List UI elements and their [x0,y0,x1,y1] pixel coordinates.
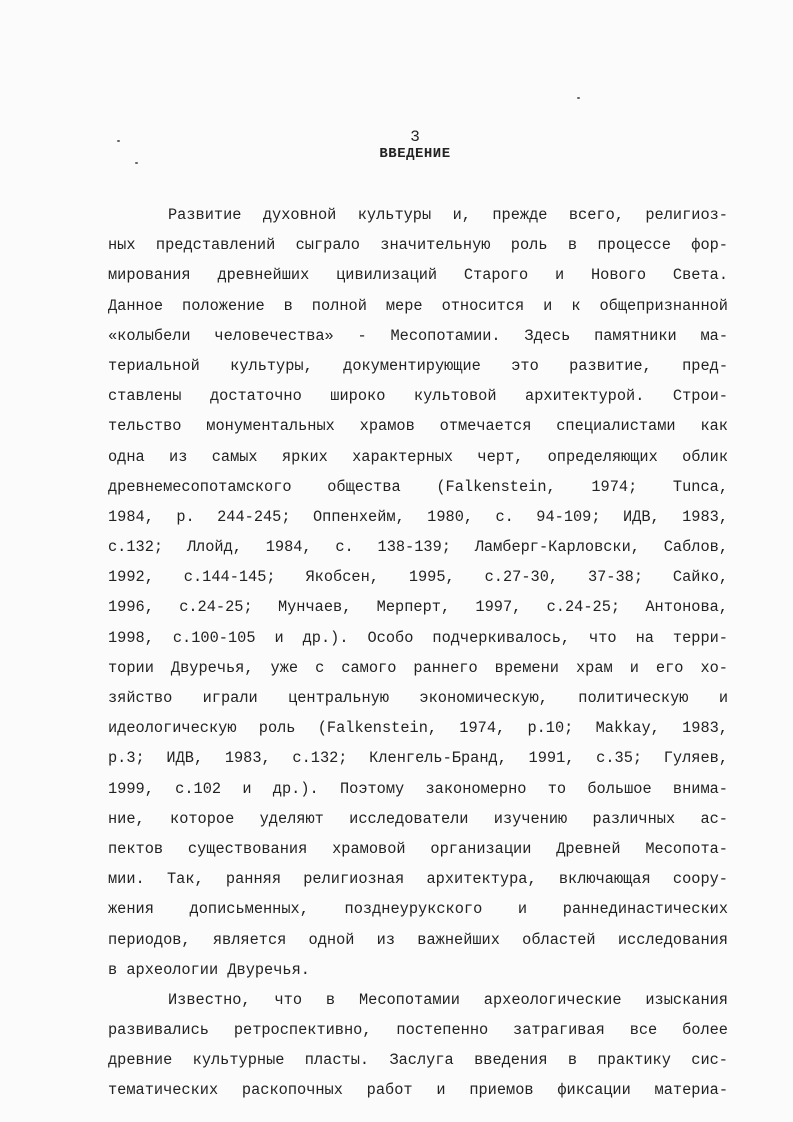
paragraph-line: Данное положение в полной мере относится и к общепризнанной [108,296,728,315]
paragraph-line: с.132; Ллойд, 1984, с. 138-139; Ламберг-Карловски, Саблов, [108,538,728,557]
paragraph-line: териальной культуры, документирующие это развитие, пред- [108,356,728,375]
paragraph-line: древнемесопотамского общества (Falkenstein, 1974; Tunca, [108,477,728,496]
paragraph-line: 1999, с.102 и др.). Поэтому закономерно то большое внима- [108,779,728,798]
paragraph-line: тематических раскопочных работ и приемов фиксации материа- [108,1081,728,1100]
paragraph-line: идеологическую роль (Falkenstein, 1974, p.10; Makkay, 1983, [108,719,728,738]
paragraph-line: p.3; ИДВ, 1983, с.132; Кленгель-Бранд, 1991, с.35; Гуляев, [108,749,728,768]
paragraph-line: зяйство играли центральную экономическую, политическую и [108,689,728,707]
paragraph-line: 1992, с.144-145; Якобсен, 1995, с.27-30, 37-38; Сайко, [108,568,728,587]
paragraph-line: жения дописьменных, позднеурукского и раннединастических [108,900,728,919]
paragraph-line: 1996, с.24-25; Мунчаев, Мерперт, 1997, с.24-25; Антонова, [108,598,728,617]
paragraph-line: тории Двуречья, уже с самого раннего времени храм и его хо- [108,658,728,677]
paragraph-line: древние культурные пласты. Заслуга введения в практику сис- [108,1051,728,1070]
paragraph-line: одна из самых ярких характерных черт, определяющих облик [108,447,728,466]
paragraph-line: ние, которое уделяют исследователи изучению различных ас- [108,809,728,828]
body-text [108,200,728,1106]
paragraph-line: тельство монументальных храмов отмечается специалистами как [108,417,728,436]
scan-speck [135,162,138,164]
paragraph-line: 1998, с.100-105 и др.). Особо подчеркивалось, что на терри- [108,628,728,647]
paragraph-line: ставлены достаточно широко культовой архитектурой. Строи- [108,387,728,406]
paragraph-line: ных представлений сыграло значительную роль в процессе фор- [108,236,728,255]
paragraph-line: периодов, является одной из важнейших областей исследования [108,930,728,949]
scan-speck [577,97,580,99]
page-title: ВВЕДЕНИЕ [379,146,451,162]
paragraph-line: «колыбели человечества» - Месопотамии. Здесь памятники ма- [108,326,728,345]
paragraph-line: 1984, p. 244-245; Оппенхейм, 1980, с. 94-109; ИДВ, 1983, [108,507,728,526]
paragraph-line: Развитие духовной культуры и, прежде всего, религиоз- [168,206,728,224]
paragraph-line: в археологии Двуречья. [108,960,310,979]
paragraph-line: развивались ретроспективно, постепенно затрагивая все более [108,1021,728,1040]
page-number: 3 [410,128,420,146]
paragraph-line: пектов существования храмовой организации Древней Месопота- [108,839,728,858]
paragraph-line: мирования древнейших цивилизаций Старого и Нового Света. [108,266,728,285]
paragraph-line: Известно, что в Месопотамии археологические изыскания [168,990,728,1009]
paragraph-line: мии. Так, ранняя религиозная архитектура, включающая соору- [108,870,728,889]
